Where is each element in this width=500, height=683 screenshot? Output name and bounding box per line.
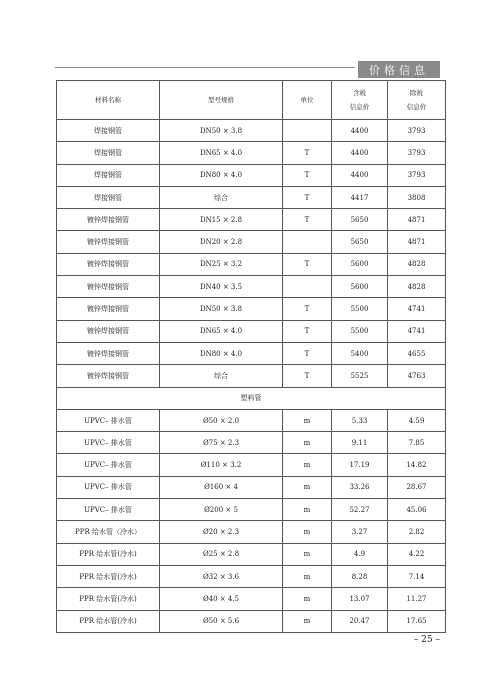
table-row bbox=[57, 209, 446, 231]
cell-material: UPVC– 排水管 bbox=[57, 454, 160, 476]
section-label: 塑料管 bbox=[57, 387, 446, 409]
cell-material: 焊接钢管 bbox=[57, 186, 160, 208]
cell-spec: Ø50 × 5.6 bbox=[160, 610, 283, 632]
cell-price-notax: 28.67 bbox=[388, 476, 446, 498]
cell-price-tax: 13.07 bbox=[332, 588, 388, 610]
cell-spec: Ø200 × 5 bbox=[160, 499, 283, 521]
col-header-spec: 型号规格 bbox=[160, 81, 283, 120]
cell-material: 镀锌焊接钢管 bbox=[57, 342, 160, 364]
cell-spec: Ø110 × 3.2 bbox=[160, 454, 283, 476]
cell-spec: Ø160 × 4 bbox=[160, 476, 283, 498]
cell-material: PPR 给水管（冷水） bbox=[57, 521, 160, 543]
cell-unit: T bbox=[283, 320, 332, 342]
table-row bbox=[57, 142, 446, 164]
table-row bbox=[57, 588, 446, 610]
cell-unit: T bbox=[283, 209, 332, 231]
price-table bbox=[56, 80, 446, 633]
cell-material: PPR 给水管(冷水) bbox=[57, 610, 160, 632]
cell-price-notax: 11.27 bbox=[388, 588, 446, 610]
cell-price-tax: 33.26 bbox=[332, 476, 388, 498]
cell-price-notax: 4.22 bbox=[388, 543, 446, 565]
table-row bbox=[57, 409, 446, 431]
cell-material: PPR 给水管(冷水) bbox=[57, 543, 160, 565]
cell-spec: Ø25 × 2.8 bbox=[160, 543, 283, 565]
cell-price-tax: 5600 bbox=[332, 253, 388, 275]
cell-price-notax: 4871 bbox=[388, 231, 446, 253]
cell-material: 镀锌焊接钢管 bbox=[57, 209, 160, 231]
cell-spec: Ø50 × 2.0 bbox=[160, 409, 283, 431]
cell-unit: m bbox=[283, 610, 332, 632]
cell-spec: DN25 × 3.2 bbox=[160, 253, 283, 275]
cell-price-tax: 4.9 bbox=[332, 543, 388, 565]
cell-spec: DN65 × 4.0 bbox=[160, 142, 283, 164]
page-number: – 25 – bbox=[413, 635, 440, 645]
cell-price-tax: 5600 bbox=[332, 276, 388, 298]
section-title: 价格信息 bbox=[358, 61, 440, 78]
cell-unit: T bbox=[283, 142, 332, 164]
cell-price-tax: 5500 bbox=[332, 298, 388, 320]
cell-unit: m bbox=[283, 565, 332, 587]
cell-price-tax: 3.27 bbox=[332, 521, 388, 543]
col-header-price-tax: 含税 信息价 bbox=[332, 81, 388, 120]
cell-unit: T bbox=[283, 298, 332, 320]
cell-price-notax: 45.06 bbox=[388, 499, 446, 521]
table-row bbox=[57, 320, 446, 342]
table-row bbox=[57, 120, 446, 142]
col-header-name: 材料名称 bbox=[57, 81, 160, 120]
cell-price-tax: 52.27 bbox=[332, 499, 388, 521]
cell-price-notax: 17.65 bbox=[388, 610, 446, 632]
table-row bbox=[57, 565, 446, 587]
cell-price-notax: 7.85 bbox=[388, 432, 446, 454]
cell-price-tax: 4417 bbox=[332, 186, 388, 208]
table-row bbox=[57, 499, 446, 521]
cell-material: UPVC– 排水管 bbox=[57, 476, 160, 498]
cell-unit: m bbox=[283, 499, 332, 521]
cell-material: PPR 给水管(冷水) bbox=[57, 565, 160, 587]
table-row bbox=[57, 454, 446, 476]
cell-price-notax: 3793 bbox=[388, 142, 446, 164]
table-row bbox=[57, 186, 446, 208]
cell-unit bbox=[283, 231, 332, 253]
header-rule bbox=[55, 67, 355, 68]
cell-material: 镀锌焊接钢管 bbox=[57, 298, 160, 320]
cell-price-notax: 2.82 bbox=[388, 521, 446, 543]
cell-price-tax: 5400 bbox=[332, 342, 388, 364]
cell-price-notax: 7.14 bbox=[388, 565, 446, 587]
cell-unit: T bbox=[283, 342, 332, 364]
cell-spec: DN80 × 4.0 bbox=[160, 164, 283, 186]
table-header-row bbox=[57, 81, 446, 120]
cell-price-notax: 4763 bbox=[388, 365, 446, 387]
table-row bbox=[57, 276, 446, 298]
cell-price-tax: 4400 bbox=[332, 142, 388, 164]
cell-price-tax: 8.28 bbox=[332, 565, 388, 587]
cell-price-tax: 4400 bbox=[332, 164, 388, 186]
table-row bbox=[57, 164, 446, 186]
cell-price-notax: 4828 bbox=[388, 253, 446, 275]
cell-spec: DN20 × 2.8 bbox=[160, 231, 283, 253]
cell-material: 镀锌焊接钢管 bbox=[57, 320, 160, 342]
cell-spec: Ø75 × 2.3 bbox=[160, 432, 283, 454]
cell-price-notax: 4741 bbox=[388, 320, 446, 342]
cell-price-tax: 5650 bbox=[332, 209, 388, 231]
cell-unit: T bbox=[283, 186, 332, 208]
cell-price-notax: 4.59 bbox=[388, 409, 446, 431]
cell-unit: m bbox=[283, 454, 332, 476]
section-row bbox=[57, 387, 446, 409]
cell-material: 镀锌焊接钢管 bbox=[57, 231, 160, 253]
col-header-unit: 单位 bbox=[283, 81, 332, 120]
table-row bbox=[57, 253, 446, 275]
cell-unit bbox=[283, 276, 332, 298]
cell-spec: Ø40 × 4.5 bbox=[160, 588, 283, 610]
cell-material: UPVC– 排水管 bbox=[57, 499, 160, 521]
cell-spec: DN80 × 4.0 bbox=[160, 342, 283, 364]
cell-spec: 综合 bbox=[160, 365, 283, 387]
cell-price-tax: 17.19 bbox=[332, 454, 388, 476]
cell-price-tax: 5.33 bbox=[332, 409, 388, 431]
cell-spec: DN50 × 3.8 bbox=[160, 120, 283, 142]
cell-material: 焊接钢管 bbox=[57, 120, 160, 142]
table-row bbox=[57, 543, 446, 565]
cell-material: 焊接钢管 bbox=[57, 142, 160, 164]
cell-price-tax: 20.47 bbox=[332, 610, 388, 632]
cell-unit: m bbox=[283, 432, 332, 454]
cell-unit: m bbox=[283, 543, 332, 565]
cell-price-tax: 5650 bbox=[332, 231, 388, 253]
cell-spec: DN15 × 2.8 bbox=[160, 209, 283, 231]
cell-price-notax: 4871 bbox=[388, 209, 446, 231]
table-row bbox=[57, 365, 446, 387]
cell-price-notax: 4828 bbox=[388, 276, 446, 298]
table-row bbox=[57, 476, 446, 498]
table-row bbox=[57, 231, 446, 253]
cell-material: UPVC– 排水管 bbox=[57, 409, 160, 431]
cell-spec: DN65 × 4.0 bbox=[160, 320, 283, 342]
table-row bbox=[57, 298, 446, 320]
cell-unit: m bbox=[283, 521, 332, 543]
cell-price-tax: 5525 bbox=[332, 365, 388, 387]
cell-price-tax: 5500 bbox=[332, 320, 388, 342]
cell-price-notax: 3808 bbox=[388, 186, 446, 208]
cell-material: PPR 给水管(冷水) bbox=[57, 588, 160, 610]
cell-spec: Ø32 × 3.6 bbox=[160, 565, 283, 587]
cell-material: UPVC– 排水管 bbox=[57, 432, 160, 454]
cell-unit: m bbox=[283, 588, 332, 610]
cell-unit: T bbox=[283, 365, 332, 387]
table-row bbox=[57, 432, 446, 454]
table-row bbox=[57, 521, 446, 543]
cell-price-notax: 4655 bbox=[388, 342, 446, 364]
cell-price-notax: 3793 bbox=[388, 164, 446, 186]
cell-price-tax: 4400 bbox=[332, 120, 388, 142]
cell-price-tax: 9.11 bbox=[332, 432, 388, 454]
cell-unit: T bbox=[283, 164, 332, 186]
cell-spec: DN50 × 3.8 bbox=[160, 298, 283, 320]
table-row bbox=[57, 610, 446, 632]
cell-material: 焊接钢管 bbox=[57, 164, 160, 186]
cell-spec: DN40 × 3.5 bbox=[160, 276, 283, 298]
cell-unit: T bbox=[283, 253, 332, 275]
cell-unit: m bbox=[283, 476, 332, 498]
cell-unit bbox=[283, 120, 332, 142]
cell-price-notax: 14.82 bbox=[388, 454, 446, 476]
cell-material: 镀锌焊接钢管 bbox=[57, 365, 160, 387]
cell-price-notax: 4741 bbox=[388, 298, 446, 320]
table-row bbox=[57, 342, 446, 364]
cell-material: 镀锌焊接钢管 bbox=[57, 276, 160, 298]
cell-spec: 综合 bbox=[160, 186, 283, 208]
cell-price-notax: 3793 bbox=[388, 120, 446, 142]
cell-material: 镀锌焊接钢管 bbox=[57, 253, 160, 275]
cell-unit: m bbox=[283, 409, 332, 431]
col-header-price-notax: 除税 信息价 bbox=[388, 81, 446, 120]
cell-spec: Ø20 × 2.3 bbox=[160, 521, 283, 543]
